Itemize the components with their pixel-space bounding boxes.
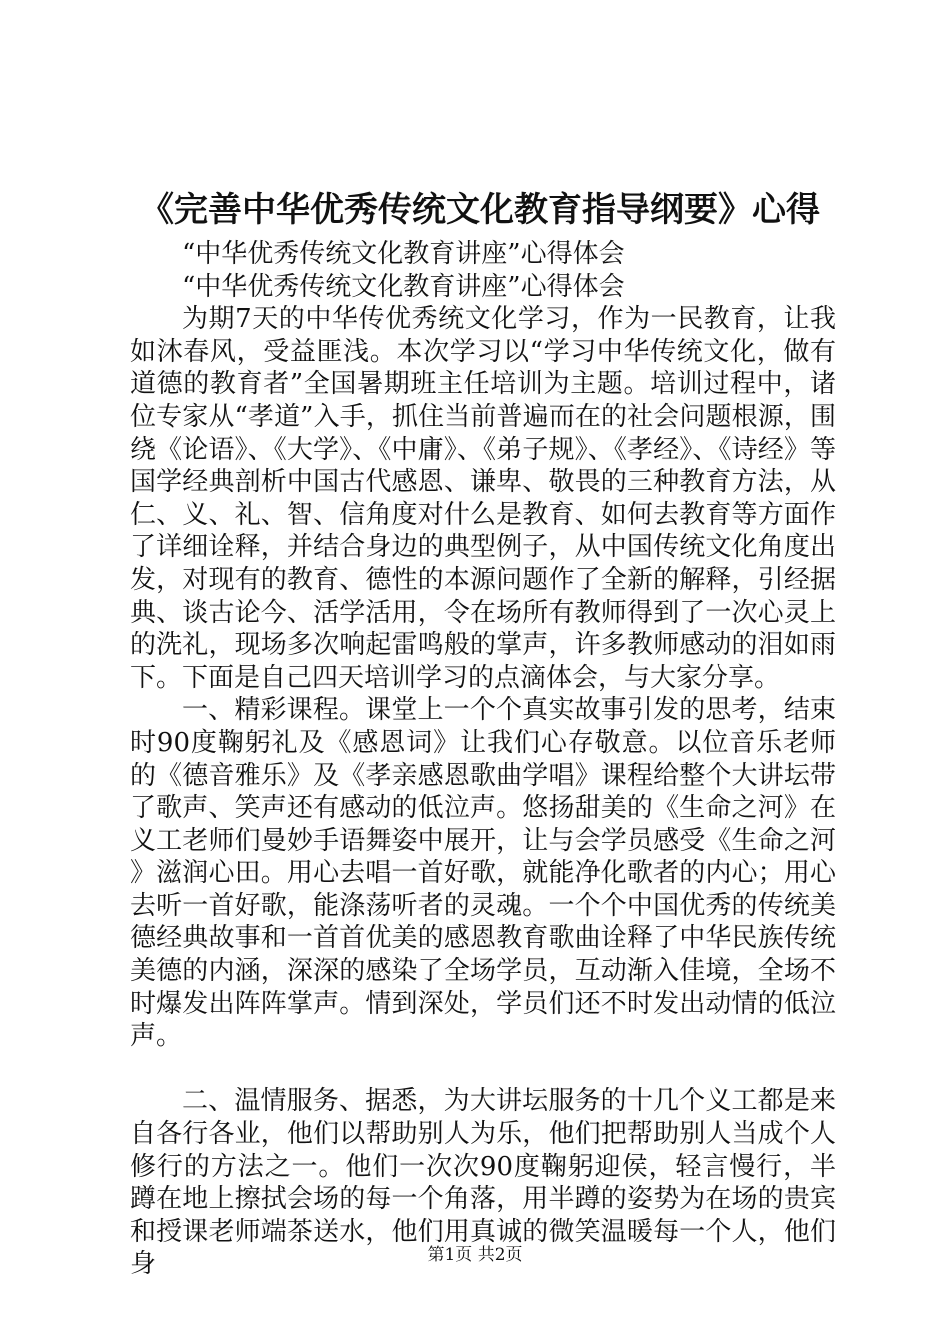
document-title: 《完善中华优秀传统文化教育指导纲要》心得 (140, 190, 820, 230)
body-paragraph: 一、精彩课程。课堂上一个个真实故事引发的思考，结束时90度鞠躬礼及《感恩词》让我们心存敬意。以位音乐老师的《德音雅乐》及《孝亲感恩歌曲学唱》课程给整个大讲坛带了歌声、笑声还有感动的低泣声。悠扬甜美的《生命之河》在义工老师们曼妙手语舞姿中展开，让与会学员感受《生命之河》滋润心田。用心去唱一首好歌，就能净化歌者的内心；用心去听一首好歌，能涤荡听者的灵魂。一个个中国优秀的传统美德经典故事和一首首优美的感恩教育歌曲诠释了中华民族传统美德的内涵，深深的感染了全场学员，互动渐入佳境，全场不时爆发出阵阵掌声。情到深处，学员们还不时发出动情的低泣声。 (130, 695, 836, 1052)
body-paragraph: 为期7天的中华传优秀统文化学习，作为一民教育，让我如沐春风，受益匪浅。本次学习以“学习中华传统文化，做有道德的教育者”全国暑期班主任培训为主题。培训过程中，诸位专家从“孝道”入手，抓住当前普遍而在的社会问题根源，围绕《论语》、《大学》、《中庸》、《弟子规》、《孝经》、《诗经》等国学经典剖析中国古代感恩、谦卑、敬畏的三种教育方法，从仁、义、礼、智、信角度对什么是教育、如何去教育等方面作了详细诠释，并结合身边的典型例子，从中国传统文化角度出发，对现有的教育、德性的本源问题作了全新的解释，引经据典、谈古论今、活学活用，令在场所有教师得到了一次心灵上的洗礼，现场多次响起雷鸣般的掌声，许多教师感动的泪如雨下。下面是自己四天培训学习的点滴体会，与大家分享。 (130, 304, 836, 693)
subtitle-line: “中华优秀传统文化教育讲座”心得体会 (182, 239, 625, 269)
body-paragraph: 二、温情服务、据悉，为大讲坛服务的十几个义工都是来自各行各业，他们以帮助别人为乐，他们把帮助别人当成个人修行的方法之一。他们一次次90度鞠躬迎侯，轻言慢行，半蹲在地上擦拭会场的每一个角落，用半蹲的姿势为在场的贵宾和授课老师端茶送水，他们用真诚的微笑温暖每一个人，他们身 (130, 1086, 836, 1280)
subtitle-line: “中华优秀传统文化教育讲座”心得体会 (182, 271, 625, 302)
page-footer: 第1页 共2页 (427, 1245, 523, 1265)
document-body (130, 238, 836, 1281)
